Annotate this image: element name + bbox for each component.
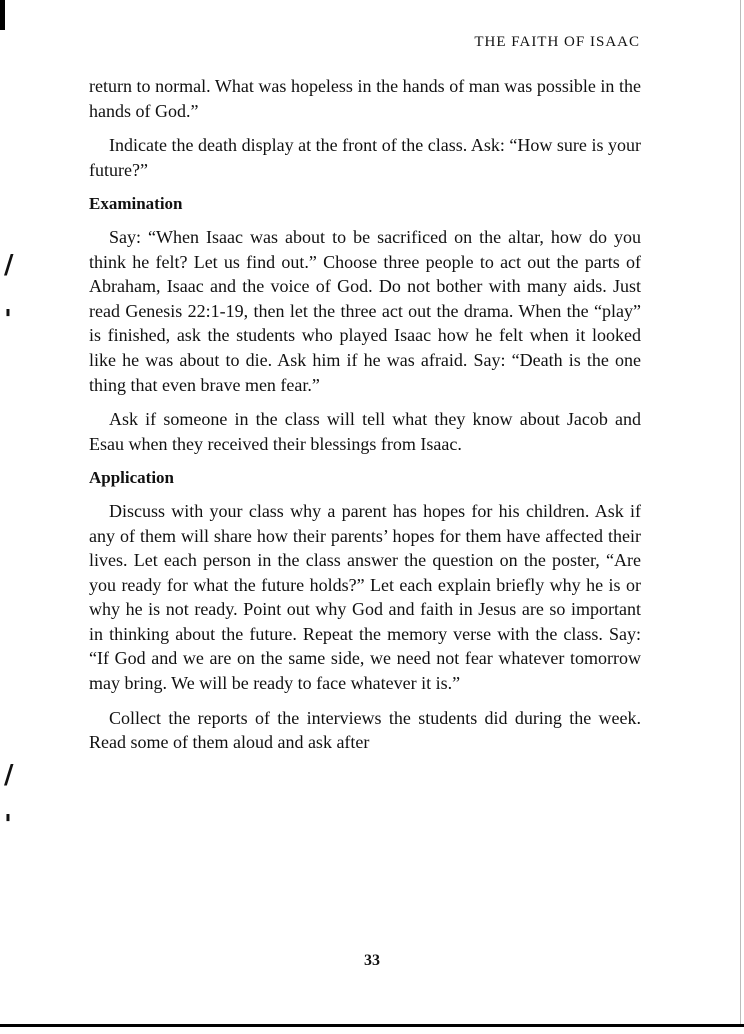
body-text — [89, 74, 641, 765]
page-number: 33 — [364, 952, 380, 969]
bleed-through-mark: ' — [4, 810, 12, 840]
scan-edge-bottom — [0, 1024, 744, 1027]
bleed-through-mark: / — [4, 250, 14, 280]
paragraph: Discuss with your class why a parent has hopes for his children. Ask if any of them will share how their parents’ hopes for them have affected their lives. Let each person in the class answer the question on the poster, “Are you ready for what the future holds?” Let each explain briefly why he is or why he is not ready. Point out why God and faith in Jesus are so important in thinking about the future. Repeat the memory verse with the class. Say: “If God and we are on the same side, we need not fear whatever tomorrow may bring. We will be ready to face whatever it is.” — [89, 500, 641, 694]
paragraph: return to normal. What was hopeless in the hands of man was possible in the hands of God.” — [89, 76, 641, 121]
scan-edge-mark — [0, 0, 5, 30]
running-head: THE FAITH OF ISAAC — [474, 34, 640, 50]
bleed-through-mark: / — [4, 760, 14, 790]
section-heading-application: Application — [89, 468, 175, 488]
paragraph: Indicate the death display at the front of the class. Ask: “How sure is your future?” — [89, 135, 641, 180]
paragraph: Ask if someone in the class will tell what they know about Jacob and Esau when they received their blessings from Isaac. — [89, 409, 641, 454]
scan-edge-right — [740, 0, 741, 1024]
bleed-through-mark: ' — [4, 305, 12, 335]
section-heading-examination: Examination — [89, 194, 183, 214]
paragraph: Collect the reports of the interviews the students did during the week. Read some of them aloud and ask after — [89, 707, 641, 753]
paragraph: Say: “When Isaac was about to be sacrificed on the altar, how do you think he felt? Let us find out.” Choose three people to act out the parts of Abraham, Isaac and the voice of God. Do not bother with many aids. Just read Genesis 22:1-19, then let the three act out the drama. When the “play” is finished, ask the students who played Isaac how he felt when it looked like he was about to die. Ask him if he was afraid. Say: “Death is the one thing that even brave men fear.” — [89, 226, 641, 395]
